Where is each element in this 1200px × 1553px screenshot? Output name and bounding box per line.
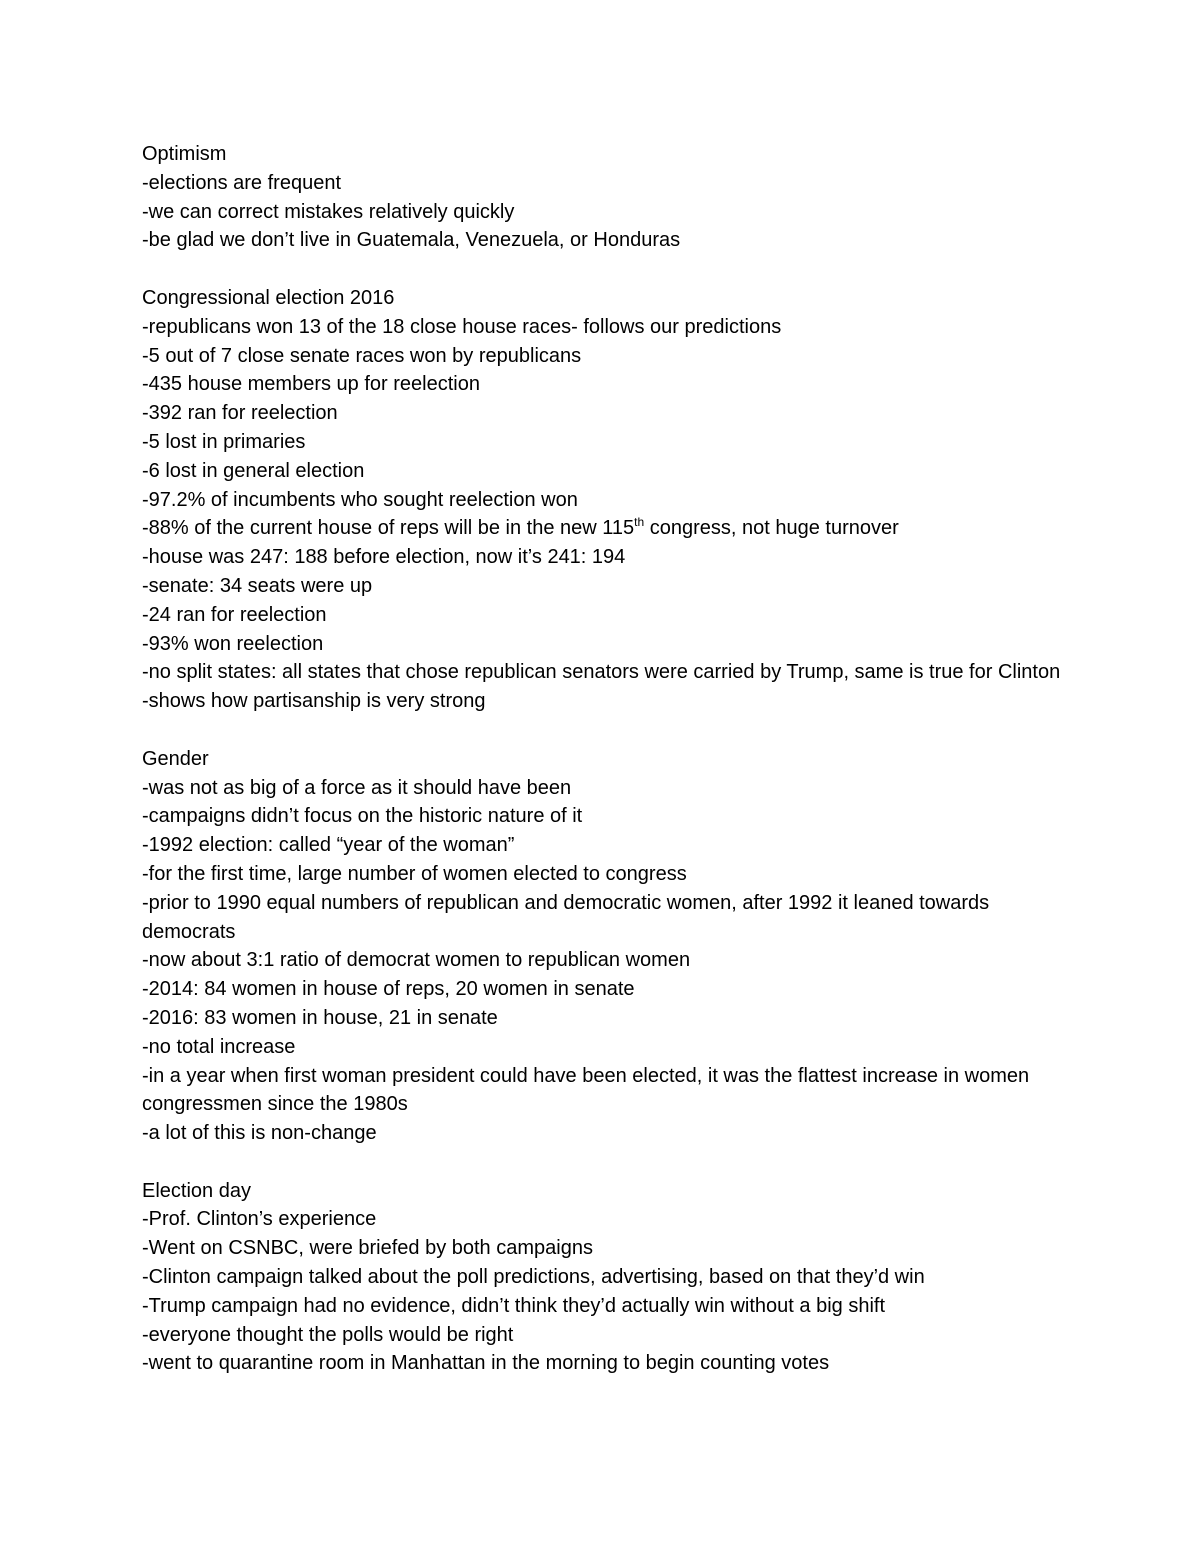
section <box>142 140 1072 255</box>
section <box>142 745 1072 1148</box>
note-line: -no total increase <box>142 1035 296 1058</box>
note-line: -6 lost in general election <box>142 459 365 482</box>
note-line: -Trump campaign had no evidence, didn’t think they’d actually win without a big shift <box>142 1294 885 1317</box>
note-line: -was not as big of a force as it should have been <box>142 776 572 799</box>
note-line: -in a year when first woman president could have been elected, it was the flattest increase in women congressmen since the 1980s <box>142 1064 1030 1116</box>
note-line: -senate: 34 seats were up <box>142 574 373 597</box>
note-line: -97.2% of incumbents who sought reelection won <box>142 488 578 511</box>
note-line: -no split states: all states that chose republican senators were carried by Trump, same is true for Clinton <box>142 661 1061 684</box>
note-line-text: -88% of the current house of reps will be in the new 115 <box>142 517 635 540</box>
note-line-text: congress, not huge turnover <box>644 517 899 540</box>
note-line: -1992 election: called “year of the woman” <box>142 834 515 857</box>
ordinal-superscript: th <box>634 515 645 530</box>
section-heading: Congressional election 2016 <box>142 286 395 309</box>
note-line: -392 ran for reelection <box>142 402 338 425</box>
note-line: -24 ran for reelection <box>142 603 327 626</box>
section-heading: Optimism <box>142 143 227 165</box>
note-line: -5 lost in primaries <box>142 430 306 453</box>
note-line: -prior to 1990 equal numbers of republican and democratic women, after 1992 it leaned towards democrats <box>142 891 990 943</box>
note-line: -elections are frequent <box>142 171 342 194</box>
note-line: -now about 3:1 ratio of democrat women to republican women <box>142 949 691 972</box>
note-line: -house was 247: 188 before election, now it’s 241: 194 <box>142 546 626 569</box>
note-line <box>142 514 1072 543</box>
note-line: -a lot of this is non-change <box>142 1122 377 1145</box>
note-line: -2014: 84 women in house of reps, 20 women in senate <box>142 978 635 1001</box>
note-line: -everyone thought the polls would be right <box>142 1323 514 1346</box>
section <box>142 1177 1072 1379</box>
note-line: -5 out of 7 close senate races won by republicans <box>142 344 582 367</box>
section <box>142 284 1072 716</box>
note-line: -republicans won 13 of the 18 close house races- follows our predictions <box>142 315 782 338</box>
note-line: -be glad we don’t live in Guatemala, Venezuela, or Honduras <box>142 229 681 252</box>
note-line: -campaigns didn’t focus on the historic nature of it <box>142 805 583 828</box>
note-line: -went to quarantine room in Manhattan in the morning to begin counting votes <box>142 1352 830 1375</box>
note-line: -2016: 83 women in house, 21 in senate <box>142 1006 498 1029</box>
section-heading: Gender <box>142 747 209 770</box>
note-line: -93% won reelection <box>142 632 324 655</box>
note-line: -for the first time, large number of women elected to congress <box>142 862 687 885</box>
note-line: -shows how partisanship is very strong <box>142 690 486 713</box>
note-line: -we can correct mistakes relatively quickly <box>142 200 515 223</box>
note-line: -Clinton campaign talked about the poll predictions, advertising, based on that they’d win <box>142 1266 925 1289</box>
note-line: -435 house members up for reelection <box>142 373 480 396</box>
note-line: -Went on CSNBC, were briefed by both campaigns <box>142 1237 593 1260</box>
note-line: -Prof. Clinton’s experience <box>142 1208 377 1231</box>
section-heading: Election day <box>142 1179 251 1202</box>
document-page <box>142 140 1072 1407</box>
